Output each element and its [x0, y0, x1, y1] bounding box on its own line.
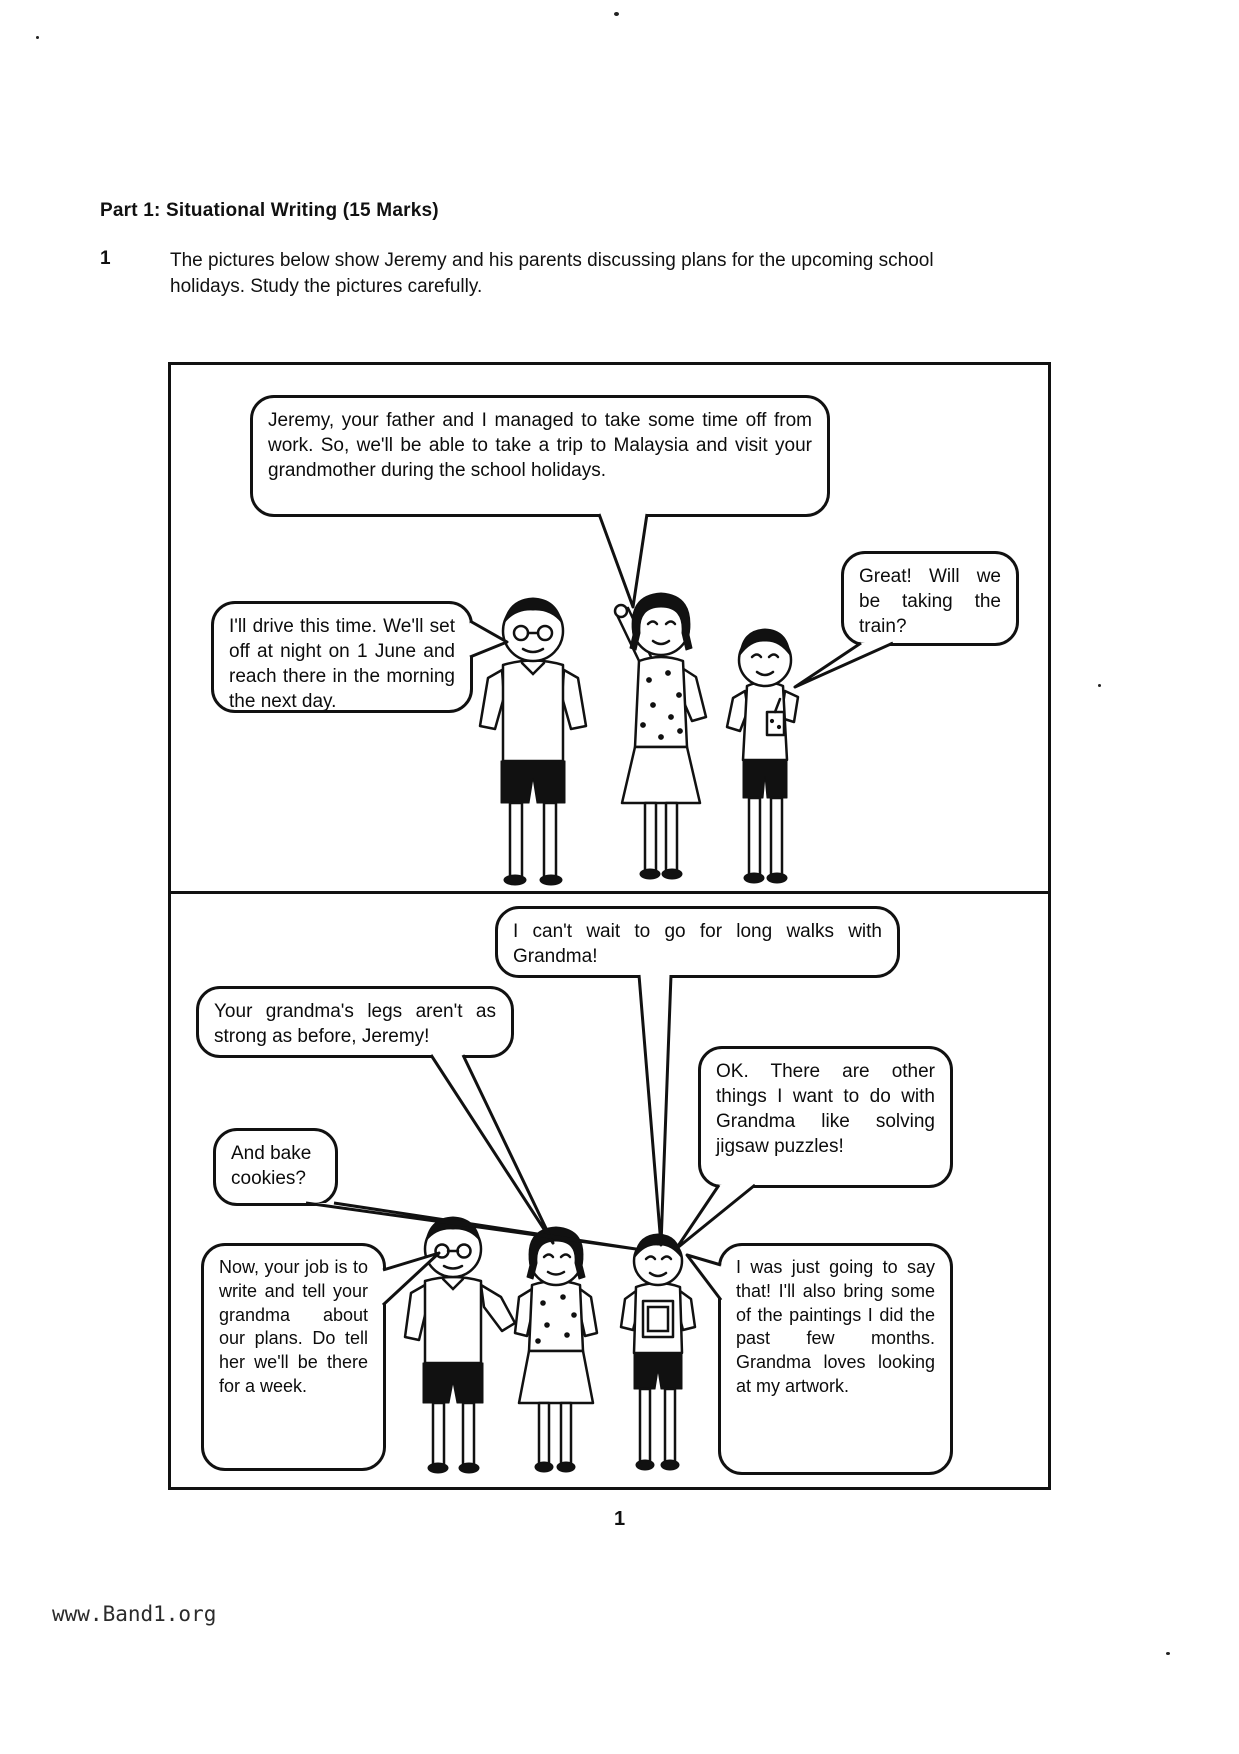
speech-bubble-father-task: Now, your job is to write and tell your grandma about our plans. Do tell her we'll be there for a week. [201, 1243, 386, 1471]
speech-bubble-jeremy-walks: I can't wait to go for long walks with Grandma! [495, 906, 900, 978]
mother-figure [515, 1227, 597, 1472]
question-instruction: The pictures below show Jeremy and his parents discussing plans for the upcoming school holidays. Study the pictures carefully. [170, 250, 934, 297]
speech-bubble-mother-legs: Your grandma's legs aren't as strong as before, Jeremy! [196, 986, 514, 1058]
speech-bubble-jeremy-paintings: I was just going to say that! I'll also bring some of the paintings I did the past few months. Grandma loves looking at my artwork. [718, 1243, 953, 1475]
speech-bubble-jeremy-train: Great! Will we be taking the train? [841, 551, 1019, 646]
scan-speck [614, 12, 619, 16]
speech-bubble-mother-trip: Jeremy, your father and I managed to take some time off from work. So, we'll be able to take a trip to Malaysia and visit your grandmother during the school holidays. [250, 395, 830, 517]
jeremy-figure [621, 1234, 695, 1470]
question-number: 1 [100, 248, 111, 269]
father-figure [480, 598, 586, 885]
section-title: Part 1: Situational Writing (15 Marks) [100, 200, 439, 221]
mother-figure [615, 593, 706, 879]
scan-speck [1166, 1652, 1170, 1655]
speech-bubble-jeremy-cookies: And bake cookies? [213, 1128, 338, 1206]
comic-frame [168, 362, 1051, 1490]
father-figure [405, 1217, 515, 1473]
speech-bubble-jeremy-puzzles: OK. There are other things I want to do with Grandma like solving jigsaw puzzles! [698, 1046, 953, 1188]
scan-speck [36, 36, 39, 39]
speech-bubble-father-drive: I'll drive this time. We'll set off at night on 1 June and reach there in the morning the next day. [211, 601, 473, 713]
scan-speck [1098, 684, 1101, 687]
footer-url: www.Band1.org [52, 1602, 217, 1626]
page-number: 1 [613, 1508, 626, 1530]
jeremy-figure [727, 629, 798, 883]
